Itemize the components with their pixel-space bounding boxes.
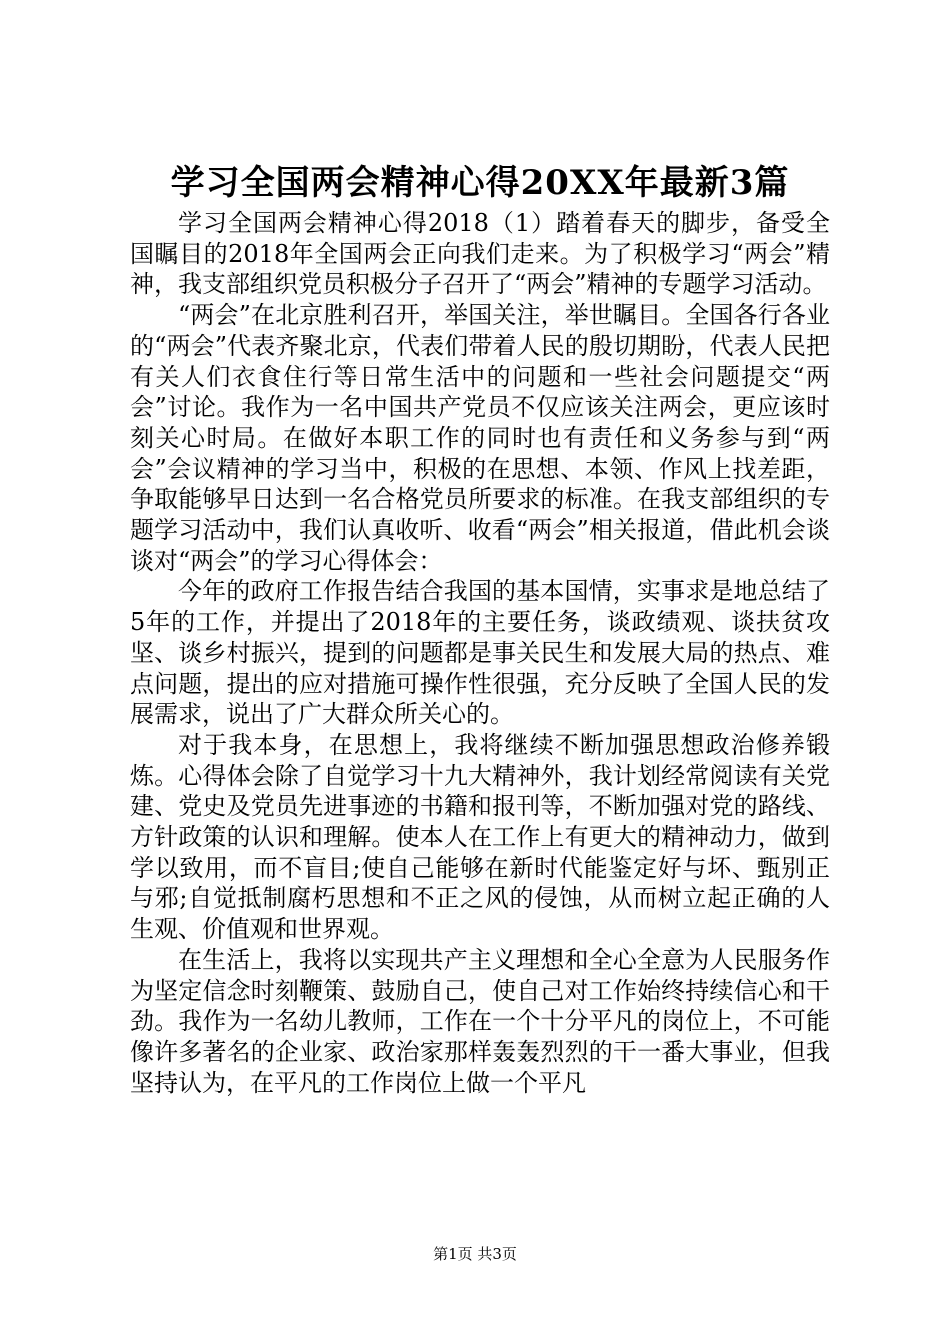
document-title: 学习全国两会精神心得20XX年最新3篇 <box>170 163 790 203</box>
paragraph-2: “两会”在北京胜利召开，举国关注，举世瞩目。全国各行各业的“两会”代表齐聚北京，代表们带着人民的殷切期盼，代表人民把有关人们衣食住行等日常生活中的问题和一些社会问题提交“两会”讨论。我作为一名中国共产党员不仅应该关注两会，更应该时刻关心时局。在做好本职工作的同时也有责任和义务参与到“两会”会议精神的学习当中，积极的在思想、本领、作风上找差距，争取能够早日达到一名合格党员所要求的标准。在我支部组织的专题学习活动中，我们认真收听、收看“两会”相关报道，借此机会谈谈对“两会”的学习心得体会： <box>130 301 830 575</box>
page-number-footer: 第1页 共3页 <box>433 1245 517 1263</box>
paragraph-4: 对于我本身，在思想上，我将继续不断加强思想政治修养锻炼。心得体会除了自觉学习十九大精神外，我计划经常阅读有关党建、党史及党员先进事迹的书籍和报刊等，不断加强对党的路线、方针政策的认识和理解。使本人在工作上有更大的精神动力，做到学以致用，而不盲目;使自己能够在新时代能鉴定好与坏、甄别正与邪;自觉抵制腐朽思想和不正之风的侵蚀，从而树立起正确的人生观、价值观和世界观。 <box>130 730 830 944</box>
document-body <box>130 208 830 1098</box>
paragraph-5: 在生活上，我将以实现共产主义理想和全心全意为人民服务作为坚定信念时刻鞭策、鼓励自己，使自己对工作始终持续信心和干劲。我作为一名幼儿教师，工作在一个十分平凡的岗位上，不可能像许多著名的企业家、政治家那样轰轰烈烈的干一番大事业，但我坚持认为，在平凡的工作岗位上做一个平凡 <box>130 945 830 1097</box>
paragraph-1: 学习全国两会精神心得2018（1）踏着春天的脚步，备受全国瞩目的2018年全国两会正向我们走来。为了积极学习“两会”精神，我支部组织党员积极分子召开了“两会”精神的专题学习活动。 <box>130 209 830 299</box>
paragraph-3: 今年的政府工作报告结合我国的基本国情，实事求是地总结了5年的工作，并提出了2018年的主要任务，谈政绩观、谈扶贫攻坚、谈乡村振兴，提到的问题都是事关民生和发展大局的热点、难点问题，提出的应对措施可操作性很强，充分反映了全国人民的发展需求，说出了广大群众所关心的。 <box>130 577 830 729</box>
